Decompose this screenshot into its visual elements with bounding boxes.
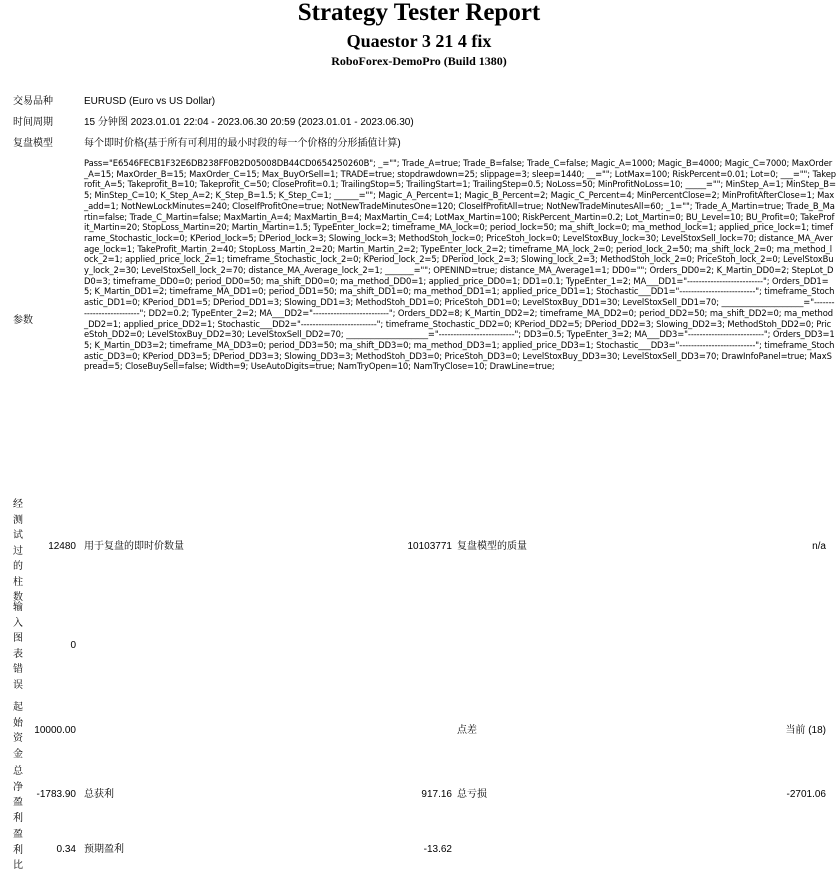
params-value: Pass="E6546FECB1F32E6DB238FF0B2D05008DB44CD0654250260B"; _=""; Trade_A=true; Trade_B=false; Trade_C=false; Magic_A=1000; Magic_B=4000; Magic_C=7000; MaxOrder_A=15; MaxOrder_B=15; MaxOrder_C=15; Max_BuyOrSell=1; TRADE=true; stopdrawdown=25; slippage=3; sleep=1440; __=""; LotMax=100; RiskPercent=0.01; Lot=0; ___=""; Takeprofit_A=5; Takeprofit_B=10; Takeprofit_C=50; CloseProfit=0.1; TrailingStop=5; TrailingStart=1; TrailingStep=0.5; NoLoss=50; MinProfitNoLoss=10; _____=""; MinStep_A=1; MinStep_B=5; MinStep_C=10; K_Step_A=2; K_Step_B=1.5; K_Step_C=1; ______=""; Magic_A_Percent=1; Magic_B_Percent=2; Magic_C_Percent=4; MinPercentClose=2; MinProfitAfterClose=1; Max_add=1; NotNewLockMinutes=240; CloseIfProfitOne=true; NotNewTradeMinutesOne=120; CloseIfProfitAll=true; NotNewTradeMinutesAll=60; _1=""; Trade_A_Martin=true; Trade_B_Martin=false; Trade_C_Martin=false; MaxMartin_A=4; MaxMartin_B=4; MaxMartin_C=4; LotMax_Martin=100; RiskPercent_Martin=0.2; Lot_Martin=0; BU_Level=10; BU_Profit=0; TakeProfit_Martin=20; StopLoss_Martin=20; Martin_Martin=1.5; TypeEnter_lock=2; timeframe_MA_lock=0; period_lock=50; ma_shift_lock=0; ma_method_lock=1; applied_price_lock=1; timeframe_Stochastic_lock=0; KPeriod_lock=5; DPeriod_lock=3; Slowing_lock=3; MethodStoh_lock=0; PriceStoh_lock=0; LevelStoxBuy_lock=30; LevelStoxSell_lock=70; distance_MA_Average_lock=1; TakeProfit_Martin_2=40; StopLoss_Martin_2=20; Martin_Martin_2=2; TypeEnter_lock_2=2; timeframe_MA_lock_2=0; period_lock_2=50; ma_shift_lock_2=0; ma_method_lock_2=1; applied_price_lock_2=1; timeframe_Stochastic_lock_2=0; KPeriod_lock_2=5; DPeriod_lock_2=3; Slowing_lock_2=3; MethodStoh_lock_2=0; PriceStoh_lock_2=0; LevelStoxBuy_lock_2=30; LevelStoxSell_lock_2=70; distance_MA_Average_lock_2=1; _______=""; OPENIND=true; distance_MA_Average1=1; DD0=""; Orders_DD0=2; K_Martin_DD0=2; StepLot_DD0=3; timeframe_DD0=0; period_DD0=50; ma_shift_DD0=0; ma_method_DD0=1; applied_price_DD0=1; DD1=0.1; TypeEnter_1=2; MA___DD1="--------------------------"; Orders_DD1=5; K_Martin_DD1=2; timeframe_MA_DD1=0; period_DD1=50; ma_shift_DD1=0; ma_method_DD1=1; applied_price_DD1=1; Stochastic___DD1="--------------------------"; timeframe_Stochastic_DD1=0; KPeriod_DD1=5; DPeriod_DD1=3; Slowing_DD1=3; MethodStoh_DD1=0; PriceStoh_DD1=0; LevelStoxBuy_DD1=30; LevelStoxSell_DD1=70; ____________________="--------------------------"; DD2=0.2; TypeEnter_2=2; MA___DD2="--------------------------"; Orders_DD2=8; K_Martin_DD2=2; timeframe_MA_DD2=0; period_DD2=50; ma_shift_DD2=0; ma_method_DD2=1; applied_price_DD2=1; Stochastic___DD2="--------------------------"; timeframe_Stochastic_DD2=0; KPeriod_DD2=5; DPeriod_DD2=3; Slowing_DD2=3; MethodStoh_DD2=0; PriceStoh_DD2=0; LevelStoxBuy_DD2=30; LevelStoxSell_DD2=70; ____________________="--------------------------"; DD3=0.5; TypeEnter_3=2; MA___DD3="--------------------------"; Orders_DD3=15; K_Martin_DD3=2; timeframe_MA_DD3=0; period_DD3=50; ma_shift_DD3=0; ma_method_DD3=1; applied_price_DD3=1; Stochastic___DD3="--------------------------"; timeframe_Stochastic_DD3=0; KPeriod_DD3=5; DPeriod_DD3=3; Slowing_DD3=3; MethodStoh_DD3=0; PriceStoh_DD3=0; LevelStoxBuy_DD3=30; LevelStoxSell_DD3=70; DrawInfoPanel=true; MaxSpread=5; CloseBuySell=false; Width=9; UseAutoDigits=true; NamTryOpen=10; NamTryClose=10; DrawLine=true; [84,158,836,372]
gross-profit-label: 总获利 [84,789,114,800]
params-label: 参数 [13,315,33,326]
gross-loss-label: 总亏损 [457,789,487,800]
symbol-value: EURUSD (Euro vs US Dollar) [84,96,216,107]
symbol-label: 交易品种 [13,96,53,107]
gross-loss-value: -2701.06 [786,789,826,800]
expected-payoff-label: 预期盈利 [84,844,124,855]
ticks-label: 用于复盘的即时价数量 [84,541,184,552]
expert-name: Quaestor 3 21 4 fix [346,31,492,51]
expected-payoff-value: -13.62 [423,844,452,855]
report-title: Strategy Tester Report [297,0,541,26]
errors-label: 输入图表错误 [13,602,23,691]
model-value: 每个即时价格(基于所有可利用的最小时段的每一个价格的分形插值计算) [84,138,401,149]
profit-factor-label: 盈利比 [13,829,23,871]
net-profit-value: -1783.90 [36,789,76,800]
net-profit-label: 总净盈利 [13,766,23,824]
bars-value: 12480 [48,541,76,552]
quality-value: n/a [812,541,826,552]
gross-profit-value: 917.16 [421,789,452,800]
spread-label: 点差 [457,725,477,736]
bars-label: 经测试过的柱数 [13,499,23,603]
model-label: 复盘模型 [13,138,53,149]
profit-factor-value: 0.34 [56,844,76,855]
server-build: RoboForex-DemoPro (Build 1380) [331,54,507,68]
errors-value: 0 [70,640,76,651]
deposit-value: 10000.00 [34,725,76,736]
period-label: 时间周期 [13,117,53,128]
quality-label: 复盘模型的质量 [457,541,527,552]
period-value: 15 分钟图 2023.01.01 22:04 - 2023.06.30 20:59 (2023.01.01 - 2023.06.30) [84,117,414,128]
deposit-label: 起始资金 [13,702,23,760]
ticks-value: 10103771 [407,541,452,552]
spread-value: 当前 (18) [785,725,826,736]
